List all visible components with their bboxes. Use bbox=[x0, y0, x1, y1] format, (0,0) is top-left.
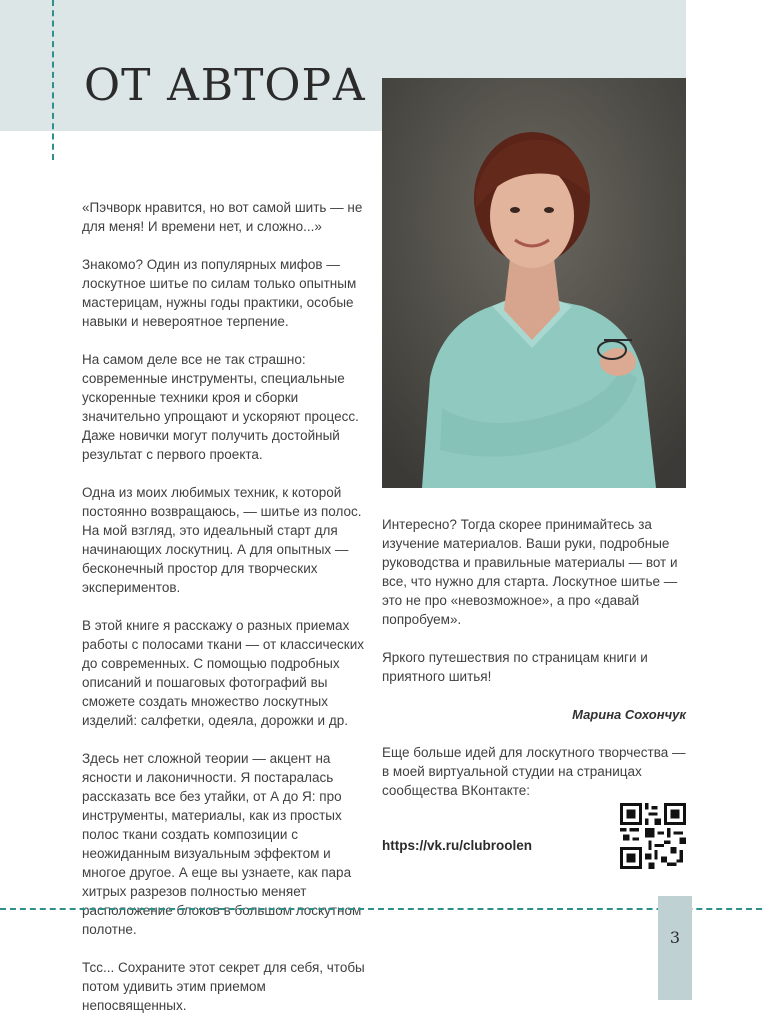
author-portrait-image bbox=[382, 78, 686, 488]
author-photo bbox=[382, 78, 686, 488]
decorative-dashed-line-vertical bbox=[52, 0, 54, 160]
page-number: 3 bbox=[669, 928, 681, 947]
paragraph: На самом деле все не так страшно: современные инструменты, специальные ускоренные техники кроя и сборки значительно упрощают и ускоряют процесс. Даже новички могут получить достойный результат с первого проекта. bbox=[82, 352, 359, 462]
decorative-dashed-line-horizontal bbox=[0, 908, 762, 910]
page-title: ОТ АВТОРА bbox=[84, 60, 367, 111]
paragraph: Интересно? Тогда скорее принимайтесь за изучение материалов. Ваши руки, подробные руководства и правильные материалы — вот и все, что нужно для старта. Лоскутное шитье — это не про «невозможное», а про «давай попробуем». bbox=[382, 517, 678, 627]
vk-community-link[interactable]: https://vk.ru/clubroolen bbox=[382, 838, 533, 853]
paragraph: Здесь нет сложной теории — акцент на ясности и лаконичности. Я постаралась рассказать все без утайки, от А до Я: про инструменты, материалы, как из простых полос ткани создать композиции с неожиданным визуальным эффектом и многое другое. А еще вы узнаете, как пара хитрых разрезов полностью меняет расположение блоков в большом лоскутном полотне. bbox=[82, 751, 362, 937]
right-text-column bbox=[382, 515, 686, 819]
paragraph: Яркого путешествия по страницам книги и приятного шитья! bbox=[382, 650, 648, 684]
paragraph: В этой книге я расскажу о разных приемах работы с полосами ткани — от классических до современных. С помощью подробных описаний и пошаговых фотографий вы сможете создать множество лоскутных изделий: салфетки, одеяла, дорожки и др. bbox=[82, 618, 364, 728]
paragraph: Знакомо? Один из популярных мифов — лоскутное шитье по силам только опытным мастерицам, нужны годы практики, особые навыки и невероятное терпение. bbox=[82, 257, 357, 329]
paragraph: «Пэчворк нравится, но вот самой шить — не для меня! И времени нет, и сложно...» bbox=[82, 200, 363, 234]
qr-code-icon bbox=[620, 803, 686, 869]
paragraph: Тсс... Сохраните этот секрет для себя, чтобы потом удивить этим приемом непосвященных. bbox=[82, 960, 365, 1013]
page-number-tab bbox=[658, 896, 692, 1000]
paragraph: Одна из моих любимых техник, к которой постоянно возвращаюсь, — шитье из полос. На мой взгляд, это идеальный старт для начинающих лоскутниц. А для опытных — бесконечный простор для творческих экспериментов. bbox=[82, 485, 362, 595]
author-signature: Марина Сохончук bbox=[572, 707, 686, 722]
studio-note: Еще больше идей для лоскутного творчества — в моей виртуальной студии на страницах сообщества ВКонтакте: bbox=[382, 745, 686, 798]
